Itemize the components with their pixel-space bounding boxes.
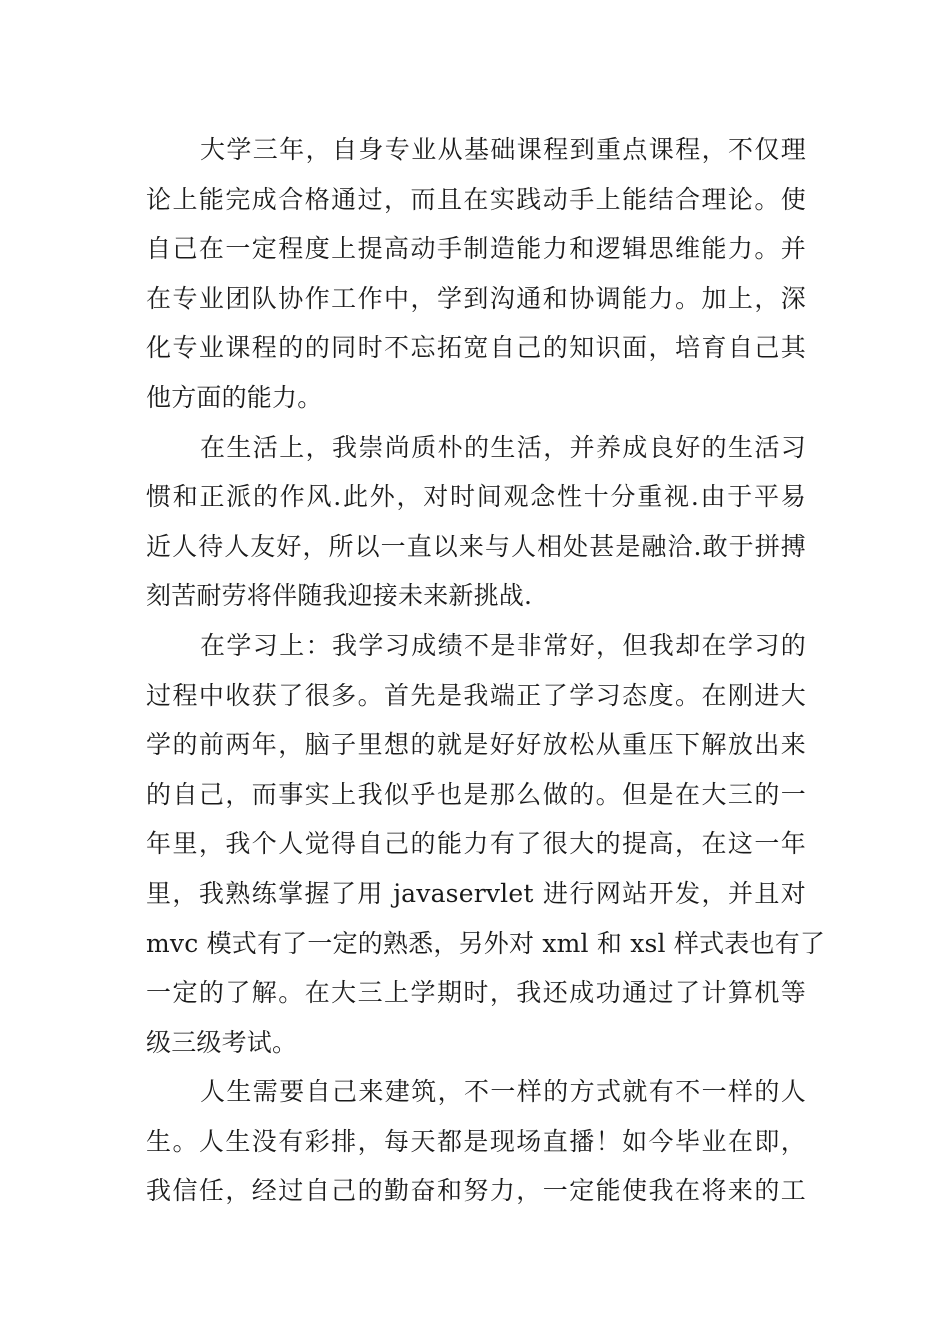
- text-line: 大学三年，自身专业从基础课程到重点课程，不仅理: [200, 135, 806, 164]
- text-line: 生。人生没有彩排，每天都是现场直播！如今毕业在即，: [146, 1126, 806, 1156]
- text-line: 我信任，经过自己的勤奋和努力，一定能使我在将来的工: [146, 1176, 806, 1206]
- text-line: 刻苦耐劳将伴随我迎接未来新挑战.: [146, 581, 533, 611]
- text-line: 里，我熟练掌握了用 javaservlet 进行网站开发，并且对: [146, 878, 806, 908]
- text-line: 的自己，而事实上我似乎也是那么做的。但是在大三的一: [146, 779, 806, 809]
- text-line: 在生活上，我崇尚质朴的生活，并养成良好的生活习: [200, 432, 806, 462]
- text-line: 年里，我个人觉得自己的能力有了很大的提高，在这一年: [146, 829, 806, 859]
- text-line: mvc 模式有了一定的熟悉，另外对 xml 和 xsl 样式表也有了: [146, 928, 826, 958]
- text-line: 自己在一定程度上提高动手制造能力和逻辑思维能力。并: [146, 234, 806, 264]
- text-line: 级三级考试。: [146, 1027, 298, 1057]
- text-line: 他方面的能力。: [146, 382, 323, 412]
- text-line: 过程中收获了很多。首先是我端正了学习态度。在刚进大: [146, 680, 806, 710]
- paragraph-learning: [146, 621, 826, 1067]
- text-line: 化专业课程的的同时不忘拓宽自己的知识面，培育自己其: [146, 333, 806, 363]
- text-line: 一定的了解。在大三上学期时，我还成功通过了计算机等: [146, 978, 806, 1008]
- text-line: 在学习上：我学习成绩不是非常好，但我却在学习的: [200, 630, 806, 660]
- text-line: 近人待人友好，所以一直以来与人相处甚是融洽.敢于拼搏: [146, 531, 806, 561]
- paragraph-life: [146, 423, 806, 621]
- text-line: 惯和正派的作风.此外，对时间观念性十分重视.由于平易: [146, 482, 806, 512]
- paragraph-studies: [146, 125, 806, 423]
- text-line: 论上能完成合格通过，而且在实践动手上能结合理论。使: [146, 184, 806, 214]
- paragraph-outlook: [146, 1067, 806, 1216]
- text-line: 人生需要自己来建筑，不一样的方式就有不一样的人: [200, 1077, 806, 1107]
- text-line: 在专业团队协作工作中，学到沟通和协调能力。加上，深: [146, 283, 806, 313]
- text-line: 学的前两年，脑子里想的就是好好放松从重压下解放出来: [146, 730, 806, 760]
- document-body: [146, 125, 826, 1216]
